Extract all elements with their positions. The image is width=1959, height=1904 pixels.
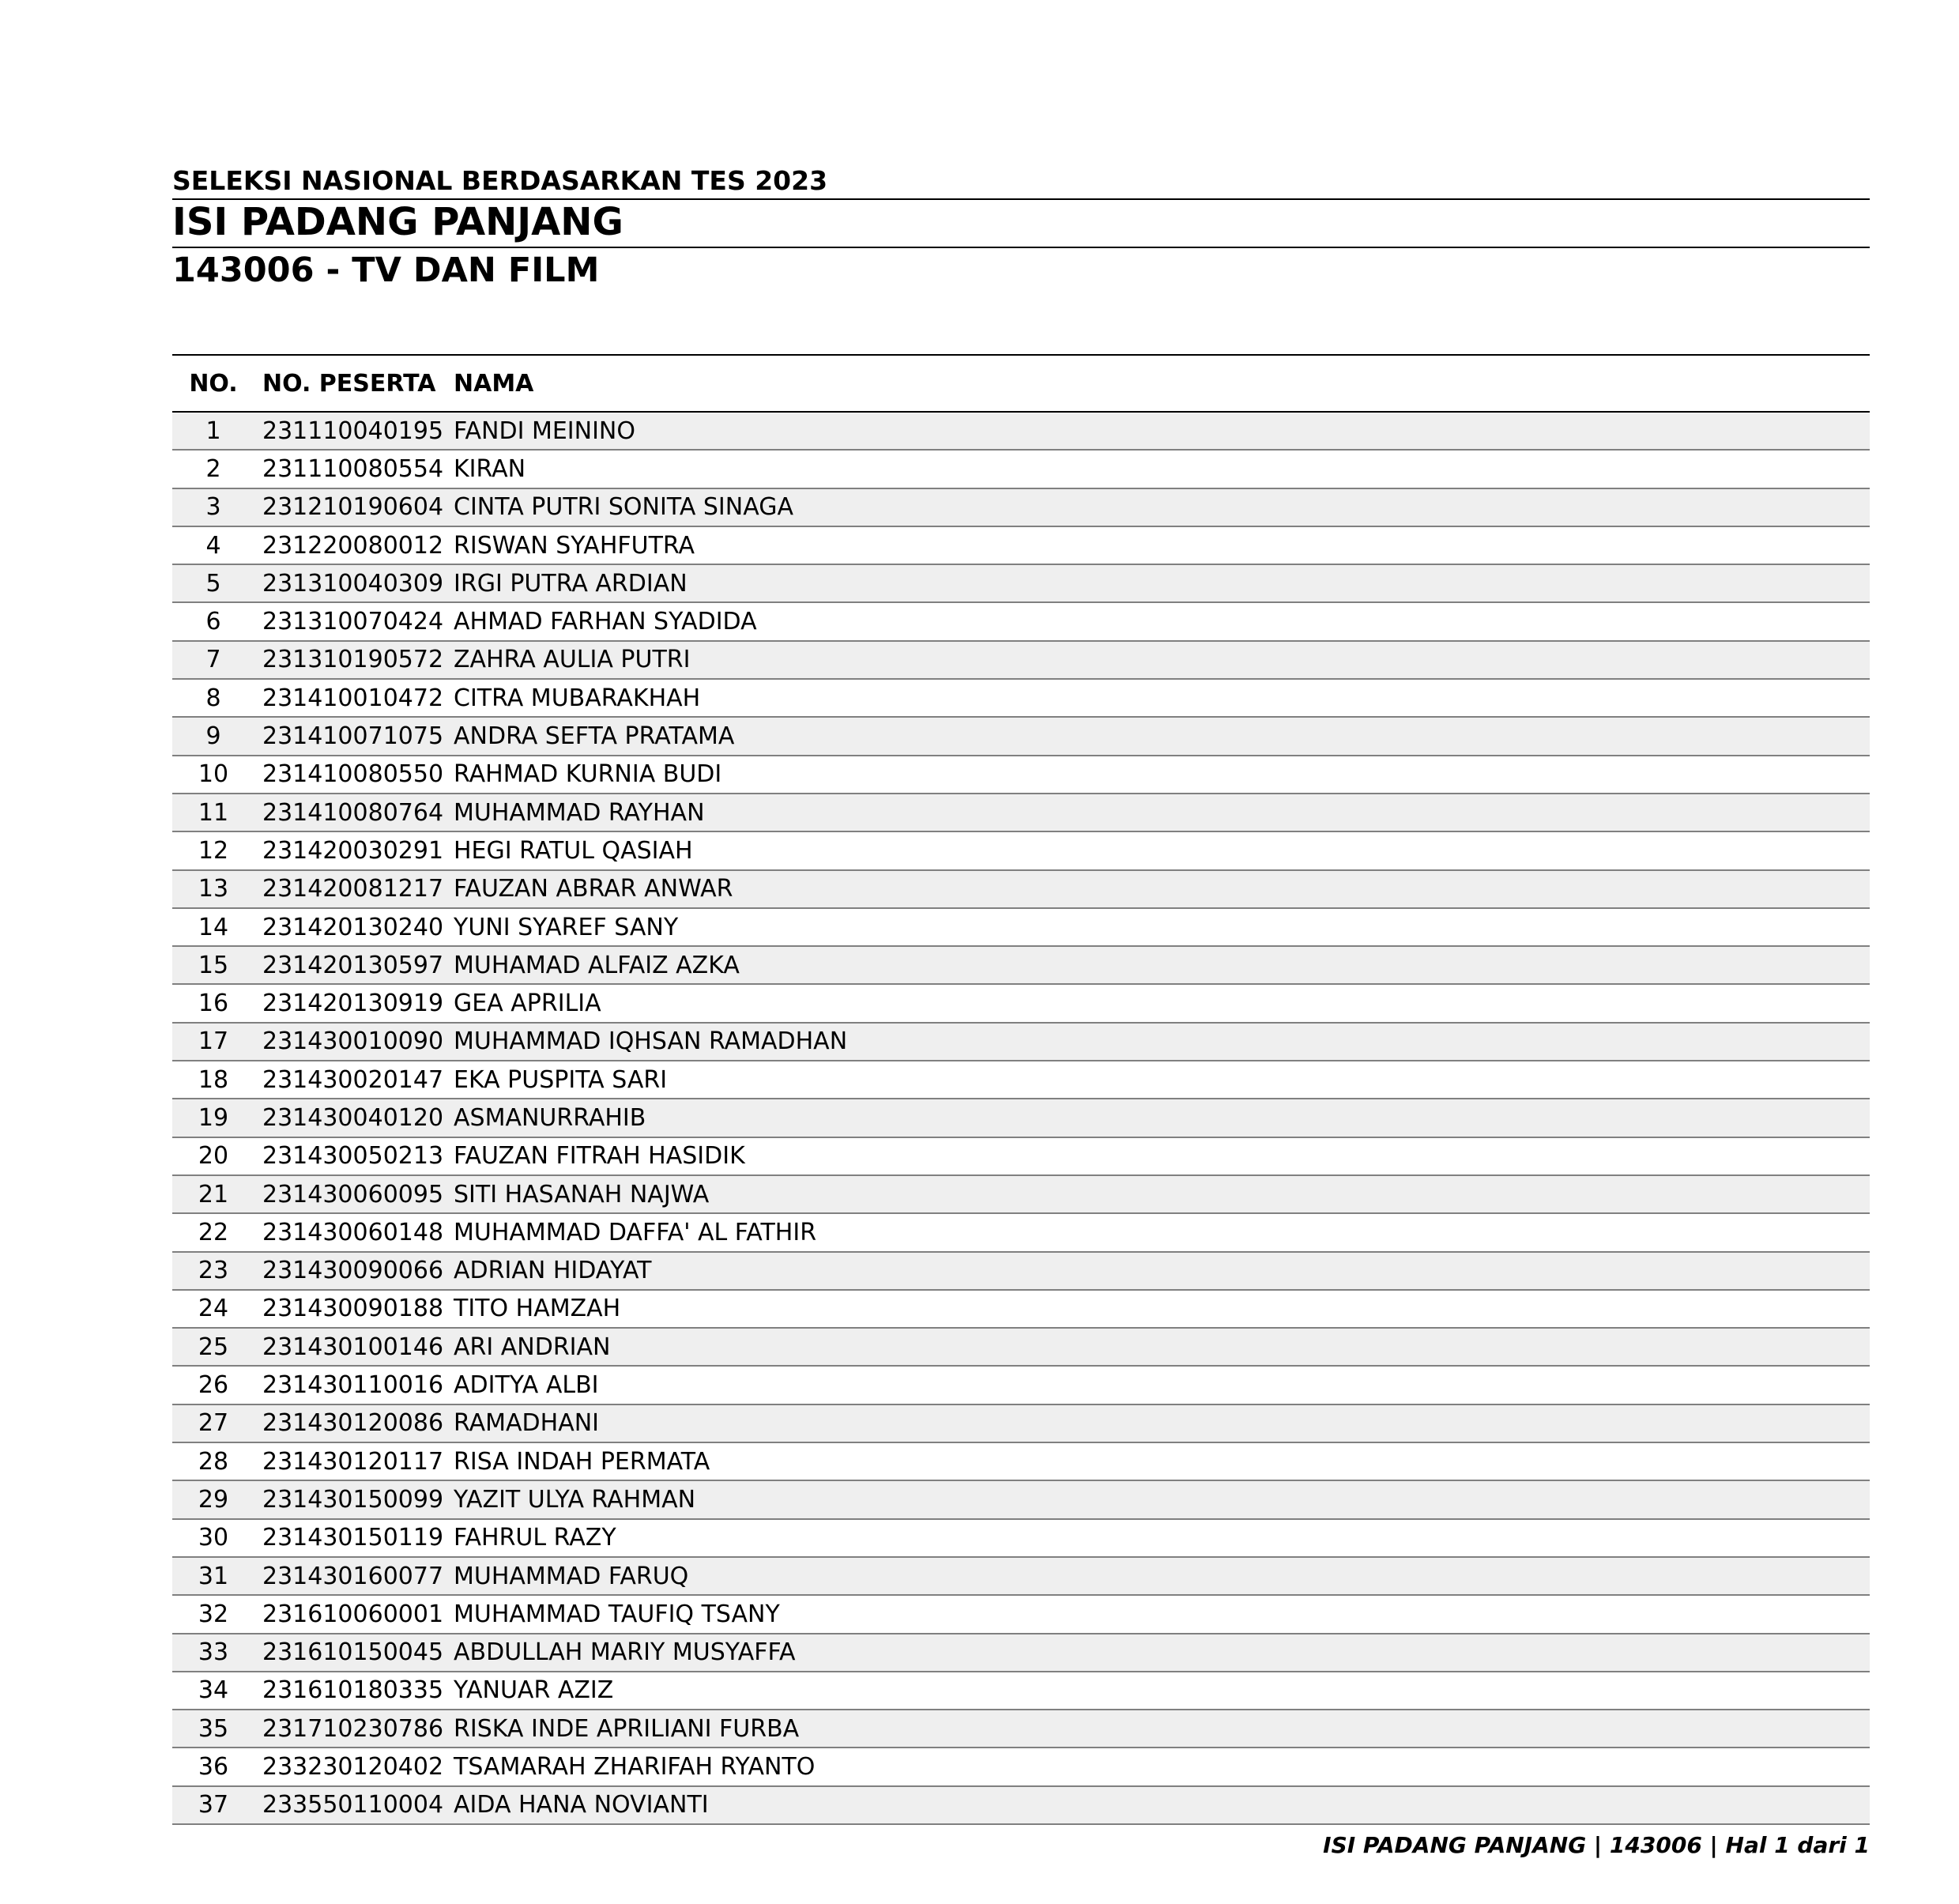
- row-number: 1: [172, 412, 254, 450]
- participant-number: 231430120117: [254, 1442, 446, 1480]
- row-number: 2: [172, 450, 254, 488]
- table-row: [172, 984, 1870, 1022]
- participant-name: YUNI SYAREF SANY: [446, 908, 1870, 946]
- row-number: 19: [172, 1099, 254, 1137]
- participant-name: MUHAMMAD IQHSAN RAMADHAN: [446, 1023, 1870, 1061]
- row-number: 20: [172, 1137, 254, 1175]
- table-row: [172, 564, 1870, 602]
- row-number: 21: [172, 1175, 254, 1213]
- table-row: [172, 1366, 1870, 1404]
- row-number: 33: [172, 1634, 254, 1672]
- row-number: 31: [172, 1557, 254, 1595]
- table-row: [172, 1099, 1870, 1137]
- row-number: 16: [172, 984, 254, 1022]
- participant-number: 231310070424: [254, 602, 446, 640]
- participant-number: 231410010472: [254, 679, 446, 717]
- participant-number: 231110080554: [254, 450, 446, 488]
- participant-name: KIRAN: [446, 450, 1870, 488]
- row-number: 7: [172, 641, 254, 679]
- row-number: 10: [172, 756, 254, 794]
- participant-number: 231310040309: [254, 564, 446, 602]
- row-number: 25: [172, 1328, 254, 1366]
- table-row: [172, 1023, 1870, 1061]
- table-row: [172, 1519, 1870, 1557]
- row-number: 18: [172, 1061, 254, 1099]
- participant-number: 233550110004: [254, 1786, 446, 1824]
- participant-number: 231430050213: [254, 1137, 446, 1175]
- row-number: 37: [172, 1786, 254, 1824]
- participant-name: TITO HAMZAH: [446, 1290, 1870, 1328]
- participant-number: 231430100146: [254, 1328, 446, 1366]
- participant-number: 231220080012: [254, 526, 446, 564]
- row-number: 4: [172, 526, 254, 564]
- table-row: [172, 488, 1870, 526]
- participant-name: ADITYA ALBI: [446, 1366, 1870, 1404]
- participant-number: 231310190572: [254, 641, 446, 679]
- document-page: [172, 164, 1870, 1858]
- participant-number: 231430150099: [254, 1480, 446, 1518]
- participant-number: 231430090066: [254, 1252, 446, 1290]
- participant-name: MUHAMMAD RAYHAN: [446, 794, 1870, 831]
- row-number: 5: [172, 564, 254, 602]
- participant-number: 231430110016: [254, 1366, 446, 1404]
- participant-name: FAUZAN ABRAR ANWAR: [446, 870, 1870, 908]
- page-footer: ISI PADANG PANJANG | 143006 | Hal 1 dari 1: [1323, 1832, 1870, 1858]
- participant-number: 231430120086: [254, 1404, 446, 1442]
- participant-number: 231430040120: [254, 1099, 446, 1137]
- table-row: [172, 831, 1870, 869]
- participant-name: RISWAN SYAHFUTRA: [446, 526, 1870, 564]
- participant-name: ASMANURRAHIB: [446, 1099, 1870, 1137]
- participant-name: ANDRA SEFTA PRATAMA: [446, 717, 1870, 755]
- participant-name: TSAMARAH ZHARIFAH RYANTO: [446, 1748, 1870, 1785]
- participant-name: MUHAMMAD DAFFA' AL FATHIR: [446, 1213, 1870, 1251]
- table-row: [172, 526, 1870, 564]
- participant-number: 231420130919: [254, 984, 446, 1022]
- participant-number: 231410080764: [254, 794, 446, 831]
- participant-number: 231710230786: [254, 1710, 446, 1748]
- participant-name: RAMADHANI: [446, 1404, 1870, 1442]
- participant-name: MUHAMAD ALFAIZ AZKA: [446, 946, 1870, 984]
- row-number: 11: [172, 794, 254, 831]
- table-row: [172, 1290, 1870, 1328]
- table-row: [172, 908, 1870, 946]
- participant-number: 231610180335: [254, 1672, 446, 1710]
- table-row: [172, 870, 1870, 908]
- column-header-no: NO.: [172, 355, 254, 412]
- participant-number: 231610060001: [254, 1595, 446, 1633]
- selection-title: SELEKSI NASIONAL BERDASARKAN TES 2023: [172, 164, 1870, 200]
- row-number: 23: [172, 1252, 254, 1290]
- row-number: 14: [172, 908, 254, 946]
- row-number: 35: [172, 1710, 254, 1748]
- table-row: [172, 641, 1870, 679]
- table-body: [172, 412, 1870, 1824]
- table-row: [172, 756, 1870, 794]
- participant-name: ABDULLAH MARIY MUSYAFFA: [446, 1634, 1870, 1672]
- table-row: [172, 1786, 1870, 1824]
- participant-number: 231430060095: [254, 1175, 446, 1213]
- row-number: 34: [172, 1672, 254, 1710]
- participant-name: ZAHRA AULIA PUTRI: [446, 641, 1870, 679]
- row-number: 27: [172, 1404, 254, 1442]
- row-number: 28: [172, 1442, 254, 1480]
- participant-number: 231430020147: [254, 1061, 446, 1099]
- participant-name: GEA APRILIA: [446, 984, 1870, 1022]
- participant-name: RISKA INDE APRILIANI FURBA: [446, 1710, 1870, 1748]
- table-row: [172, 412, 1870, 450]
- participant-name: CITRA MUBARAKHAH: [446, 679, 1870, 717]
- row-number: 8: [172, 679, 254, 717]
- table-row: [172, 717, 1870, 755]
- table-row: [172, 1404, 1870, 1442]
- participant-number: 231420130240: [254, 908, 446, 946]
- participant-name: FAUZAN FITRAH HASIDIK: [446, 1137, 1870, 1175]
- table-row: [172, 1213, 1870, 1251]
- participant-name: AIDA HANA NOVIANTI: [446, 1786, 1870, 1824]
- participant-number: 231430150119: [254, 1519, 446, 1557]
- participant-name: RISA INDAH PERMATA: [446, 1442, 1870, 1480]
- participant-name: CINTA PUTRI SONITA SINAGA: [446, 488, 1870, 526]
- row-number: 3: [172, 488, 254, 526]
- table-row: [172, 1595, 1870, 1633]
- participant-number: 231430060148: [254, 1213, 446, 1251]
- participant-number: 233230120402: [254, 1748, 446, 1785]
- participant-number: 231110040195: [254, 412, 446, 450]
- table-row: [172, 1672, 1870, 1710]
- table-row: [172, 946, 1870, 984]
- table-row: [172, 1480, 1870, 1518]
- row-number: 36: [172, 1748, 254, 1785]
- participant-number: 231430090188: [254, 1290, 446, 1328]
- participant-number: 231420130597: [254, 946, 446, 984]
- row-number: 6: [172, 602, 254, 640]
- participant-name: ARI ANDRIAN: [446, 1328, 1870, 1366]
- table-header-row: [172, 355, 1870, 412]
- table-row: [172, 1442, 1870, 1480]
- program-name: 143006 - TV DAN FILM: [172, 251, 600, 290]
- participant-table: [172, 354, 1870, 1825]
- document-header: [172, 164, 1870, 292]
- participant-name: IRGI PUTRA ARDIAN: [446, 564, 1870, 602]
- participant-number: 231420030291: [254, 831, 446, 869]
- table-row: [172, 1252, 1870, 1290]
- table-row: [172, 1328, 1870, 1366]
- table-row: [172, 450, 1870, 488]
- row-number: 26: [172, 1366, 254, 1404]
- table-row: [172, 1748, 1870, 1785]
- row-number: 22: [172, 1213, 254, 1251]
- table-row: [172, 1137, 1870, 1175]
- row-number: 12: [172, 831, 254, 869]
- participant-name: SITI HASANAH NAJWA: [446, 1175, 1870, 1213]
- participant-number: 231410080550: [254, 756, 446, 794]
- participant-name: FANDI MEININO: [446, 412, 1870, 450]
- row-number: 13: [172, 870, 254, 908]
- participant-number: 231430010090: [254, 1023, 446, 1061]
- table-row: [172, 1061, 1870, 1099]
- row-number: 24: [172, 1290, 254, 1328]
- column-header-name: NAMA: [446, 355, 1870, 412]
- participant-name: ADRIAN HIDAYAT: [446, 1252, 1870, 1290]
- participant-number: 231420081217: [254, 870, 446, 908]
- row-number: 9: [172, 717, 254, 755]
- participant-name: MUHAMMAD TAUFIQ TSANY: [446, 1595, 1870, 1633]
- participant-number: 231210190604: [254, 488, 446, 526]
- table-row: [172, 794, 1870, 831]
- table-row: [172, 679, 1870, 717]
- table-row: [172, 1175, 1870, 1213]
- row-number: 17: [172, 1023, 254, 1061]
- table-row: [172, 602, 1870, 640]
- participant-name: YAZIT ULYA RAHMAN: [446, 1480, 1870, 1518]
- row-number: 30: [172, 1519, 254, 1557]
- participant-number: 231610150045: [254, 1634, 446, 1672]
- row-number: 32: [172, 1595, 254, 1633]
- university-name: ISI PADANG PANJANG: [172, 200, 1870, 248]
- participant-name: MUHAMMAD FARUQ: [446, 1557, 1870, 1595]
- participant-number: 231430160077: [254, 1557, 446, 1595]
- participant-number: 231410071075: [254, 717, 446, 755]
- participant-name: FAHRUL RAZY: [446, 1519, 1870, 1557]
- row-number: 29: [172, 1480, 254, 1518]
- participant-name: RAHMAD KURNIA BUDI: [446, 756, 1870, 794]
- participant-name: AHMAD FARHAN SYADIDA: [446, 602, 1870, 640]
- participant-name: HEGI RATUL QASIAH: [446, 831, 1870, 869]
- participant-name: EKA PUSPITA SARI: [446, 1061, 1870, 1099]
- participant-name: YANUAR AZIZ: [446, 1672, 1870, 1710]
- table-row: [172, 1557, 1870, 1595]
- table-row: [172, 1710, 1870, 1748]
- table-row: [172, 1634, 1870, 1672]
- column-header-participant-number: NO. PESERTA: [254, 355, 446, 412]
- row-number: 15: [172, 946, 254, 984]
